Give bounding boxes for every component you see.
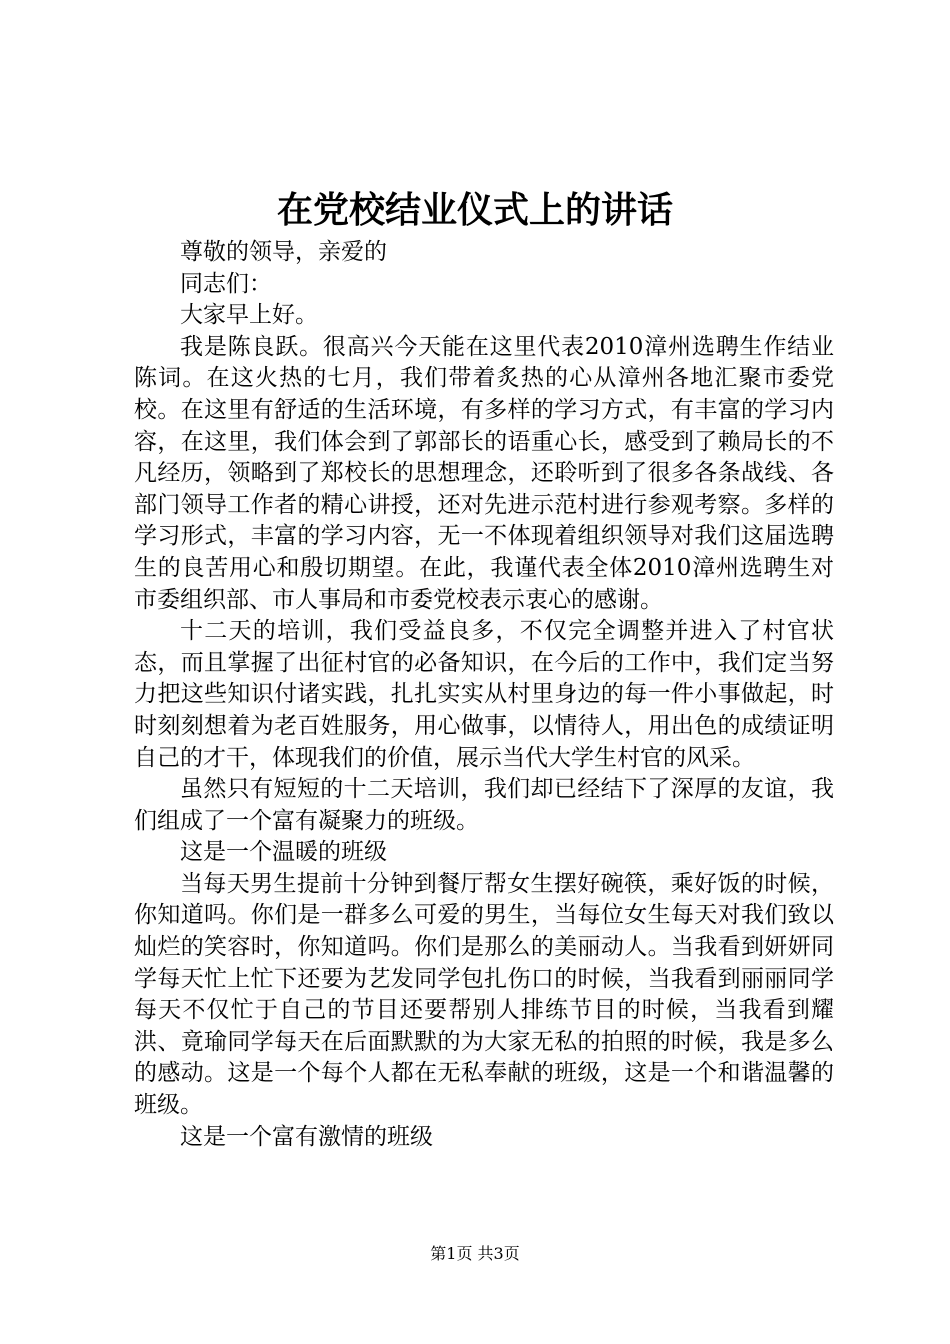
paragraph-salutation-2: 同志们：	[180, 270, 272, 297]
paragraph-training-benefits: 十二天的培训，我们受益良多，不仅完全调整并进入了村官状态，而且掌握了出征村官的必备知识，在今后的工作中，我们定当努力把这些知识付诸实践，扎扎实实从村里身边的每一件小事做起，时时刻刻想着为老百姓服务，用心做事，以情待人，用出色的成绩证明自己的才干，体现我们的价值，展示当代大学生村官的风采。	[134, 618, 834, 771]
paragraph-friendship: 虽然只有短短的十二天培训，我们却已经结下了深厚的友谊，我们组成了一个富有凝聚力的班级。	[134, 776, 834, 834]
page-title: 在党校结业仪式上的讲话	[276, 189, 673, 231]
paragraph-heading-warm-class: 这是一个温暖的班级	[180, 839, 387, 866]
paragraph-introduction: 我是陈良跃。很高兴今天能在这里代表2010漳州选聘生作结业陈词。在这火热的七月，我们带着炙热的心从漳州各地汇聚市委党校。在这里有舒适的生活环境，有多样的学习方式，有丰富的学习内容，在这里，我们体会到了郭部长的语重心长，感受到了赖局长的不凡经历，领略到了郑校长的思想理念，还聆听到了很多各条战线、各部门领导工作者的精心讲授，还对先进示范村进行参观考察。多样的学习形式，丰富的学习内容，无一不体现着组织领导对我们这届选聘生的良苦用心和殷切期望。在此，我谨代表全体2010漳州选聘生对市委组织部、市人事局和市委党校表示衷心的感谢。	[134, 333, 834, 613]
page-footer: 第1页 共3页	[430, 1244, 520, 1263]
paragraph-greeting: 大家早上好。	[180, 302, 318, 329]
paragraph-heading-passionate-class: 这是一个富有激情的班级	[180, 1123, 433, 1150]
document-body	[134, 237, 834, 1153]
paragraph-salutation-1: 尊敬的领导，亲爱的	[180, 239, 387, 265]
paragraph-warm-class: 当每天男生提前十分钟到餐厅帮女生摆好碗筷，乘好饭的时候，你知道吗。你们是一群多么可爱的男生，当每位女生每天对我们致以灿烂的笑容时，你知道吗。你们是那么的美丽动人。当我看到妍妍同学每天忙上忙下还要为艺发同学包扎伤口的时候，当我看到丽丽同学每天不仅忙于自己的节目还要帮别人排练节目的时候，当我看到耀洪、竟瑜同学每天在后面默默的为大家无私的拍照的时候，我是多么的感动。这是一个每个人都在无私奉献的班级，这是一个和谐温馨的班级。	[134, 870, 834, 1119]
